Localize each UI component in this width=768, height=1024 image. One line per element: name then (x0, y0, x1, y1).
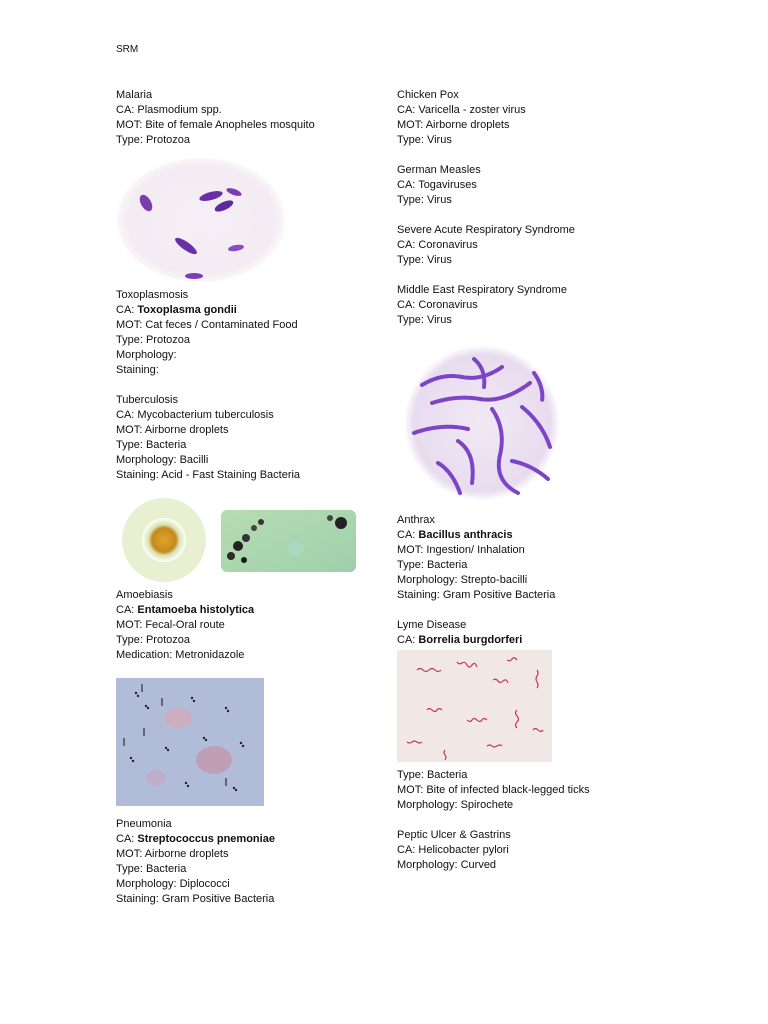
pneumonia-morphology: Morphology: Diplococci (116, 878, 230, 890)
amoebiasis-ca (116, 603, 396, 618)
mers-type: Type: Virus (397, 314, 452, 326)
mers-section (397, 283, 677, 328)
ca-prefix: CA: (116, 833, 138, 845)
tuberculosis-mot: MOT: Airborne droplets (116, 424, 229, 436)
lyme-ca (397, 633, 677, 648)
ca-prefix: CA: (116, 304, 138, 316)
toxoplasmosis-title: Toxoplasmosis (116, 289, 189, 301)
lyme-section (397, 618, 677, 813)
anthrax-morphology: Morphology: Strepto-bacilli (397, 574, 528, 586)
malaria-section (116, 88, 396, 148)
tuberculosis-title: Tuberculosis (116, 394, 178, 406)
pneumonia-title: Pneumonia (116, 818, 172, 830)
entamoeba-micrographs (116, 498, 356, 583)
germanmeasles-title: German Measles (397, 164, 481, 176)
tuberculosis-type: Type: Bacteria (116, 439, 187, 451)
mers-title: Middle East Respiratory Syndrome (397, 284, 567, 296)
chickenpox-ca: CA: Varicella - zoster virus (397, 104, 526, 116)
toxoplasmosis-ca (116, 303, 396, 318)
left-column (116, 88, 396, 922)
bacillus-anthracis-micrograph (402, 343, 562, 503)
pneumonia-type: Type: Bacteria (116, 863, 187, 875)
pepticulcer-morphology: Morphology: Curved (397, 859, 497, 871)
anthrax-title: Anthrax (397, 514, 435, 526)
tuberculosis-section (116, 393, 396, 483)
chickenpox-section (397, 88, 677, 148)
ca-name: Toxoplasma gondii (137, 304, 237, 316)
borrelia-micrograph (397, 650, 552, 768)
pneumonia-mot: MOT: Airborne droplets (116, 848, 229, 860)
malaria-title: Malaria (116, 89, 153, 101)
sars-ca: CA: Coronavirus (397, 239, 478, 251)
tuberculosis-ca: CA: Mycobacterium tuberculosis (116, 409, 274, 421)
anthrax-staining: Staining: Gram Positive Bacteria (397, 589, 556, 601)
tuberculosis-staining: Staining: Acid - Fast Staining Bacteria (116, 469, 301, 481)
anthrax-ca (397, 528, 677, 543)
toxoplasmosis-type: Type: Protozoa (116, 334, 190, 346)
ca-name: Bacillus anthracis (418, 529, 513, 541)
right-column (397, 88, 677, 888)
toxoplasma-micrograph (116, 158, 286, 283)
amoebiasis-mot: MOT: Fecal-Oral route (116, 619, 225, 631)
anthrax-mot: MOT: Ingestion/ Inhalation (397, 544, 525, 556)
mers-ca: CA: Coronavirus (397, 299, 478, 311)
chickenpox-type: Type: Virus (397, 134, 452, 146)
toxoplasmosis-morphology: Morphology: (116, 349, 177, 361)
anthrax-type: Type: Bacteria (397, 559, 468, 571)
toxoplasmosis-mot: MOT: Cat feces / Contaminated Food (116, 319, 298, 331)
pepticulcer-title: Peptic Ulcer & Gastrins (397, 829, 511, 841)
malaria-mot: MOT: Bite of female Anopheles mosquito (116, 119, 315, 131)
ca-prefix: CA: (397, 529, 419, 541)
germanmeasles-type: Type: Virus (397, 194, 452, 206)
ca-name: Streptococcus pnemoniae (137, 833, 275, 845)
ca-prefix: CA: (397, 634, 419, 646)
chickenpox-title: Chicken Pox (397, 89, 459, 101)
streptococcus-micrograph (116, 678, 264, 813)
amoebiasis-title: Amoebiasis (116, 589, 173, 601)
malaria-ca: CA: Plasmodium spp. (116, 104, 222, 116)
lyme-mot: MOT: Bite of infected black-legged ticks (397, 784, 590, 796)
germanmeasles-ca: CA: Togaviruses (397, 179, 477, 191)
toxoplasmosis-staining: Staining: (116, 364, 159, 376)
ca-name: Entamoeba histolytica (137, 604, 255, 616)
sars-title: Severe Acute Respiratory Syndrome (397, 224, 575, 236)
lyme-type: Type: Bacteria (397, 769, 468, 781)
pneumonia-ca (116, 832, 396, 847)
pepticulcer-ca: CA: Helicobacter pylori (397, 844, 509, 856)
pepticulcer-section (397, 828, 677, 873)
ca-prefix: CA: (116, 604, 138, 616)
chickenpox-mot: MOT: Airborne droplets (397, 119, 510, 131)
toxoplasmosis-section (116, 288, 396, 378)
pneumonia-staining: Staining: Gram Positive Bacteria (116, 893, 275, 905)
amoebiasis-section (116, 588, 396, 663)
page-header: SRM (116, 44, 139, 55)
sars-type: Type: Virus (397, 254, 452, 266)
anthrax-section (397, 513, 677, 603)
amoebiasis-medication: Medication: Metronidazole (116, 649, 245, 661)
lyme-title: Lyme Disease (397, 619, 467, 631)
germanmeasles-section (397, 163, 677, 208)
tuberculosis-morphology: Morphology: Bacilli (116, 454, 209, 466)
lyme-morphology: Morphology: Spirochete (397, 799, 514, 811)
amoebiasis-type: Type: Protozoa (116, 634, 190, 646)
ca-name: Borrelia burgdorferi (418, 634, 523, 646)
pneumonia-section (116, 817, 396, 907)
malaria-type: Type: Protozoa (116, 134, 190, 146)
sars-section (397, 223, 677, 268)
